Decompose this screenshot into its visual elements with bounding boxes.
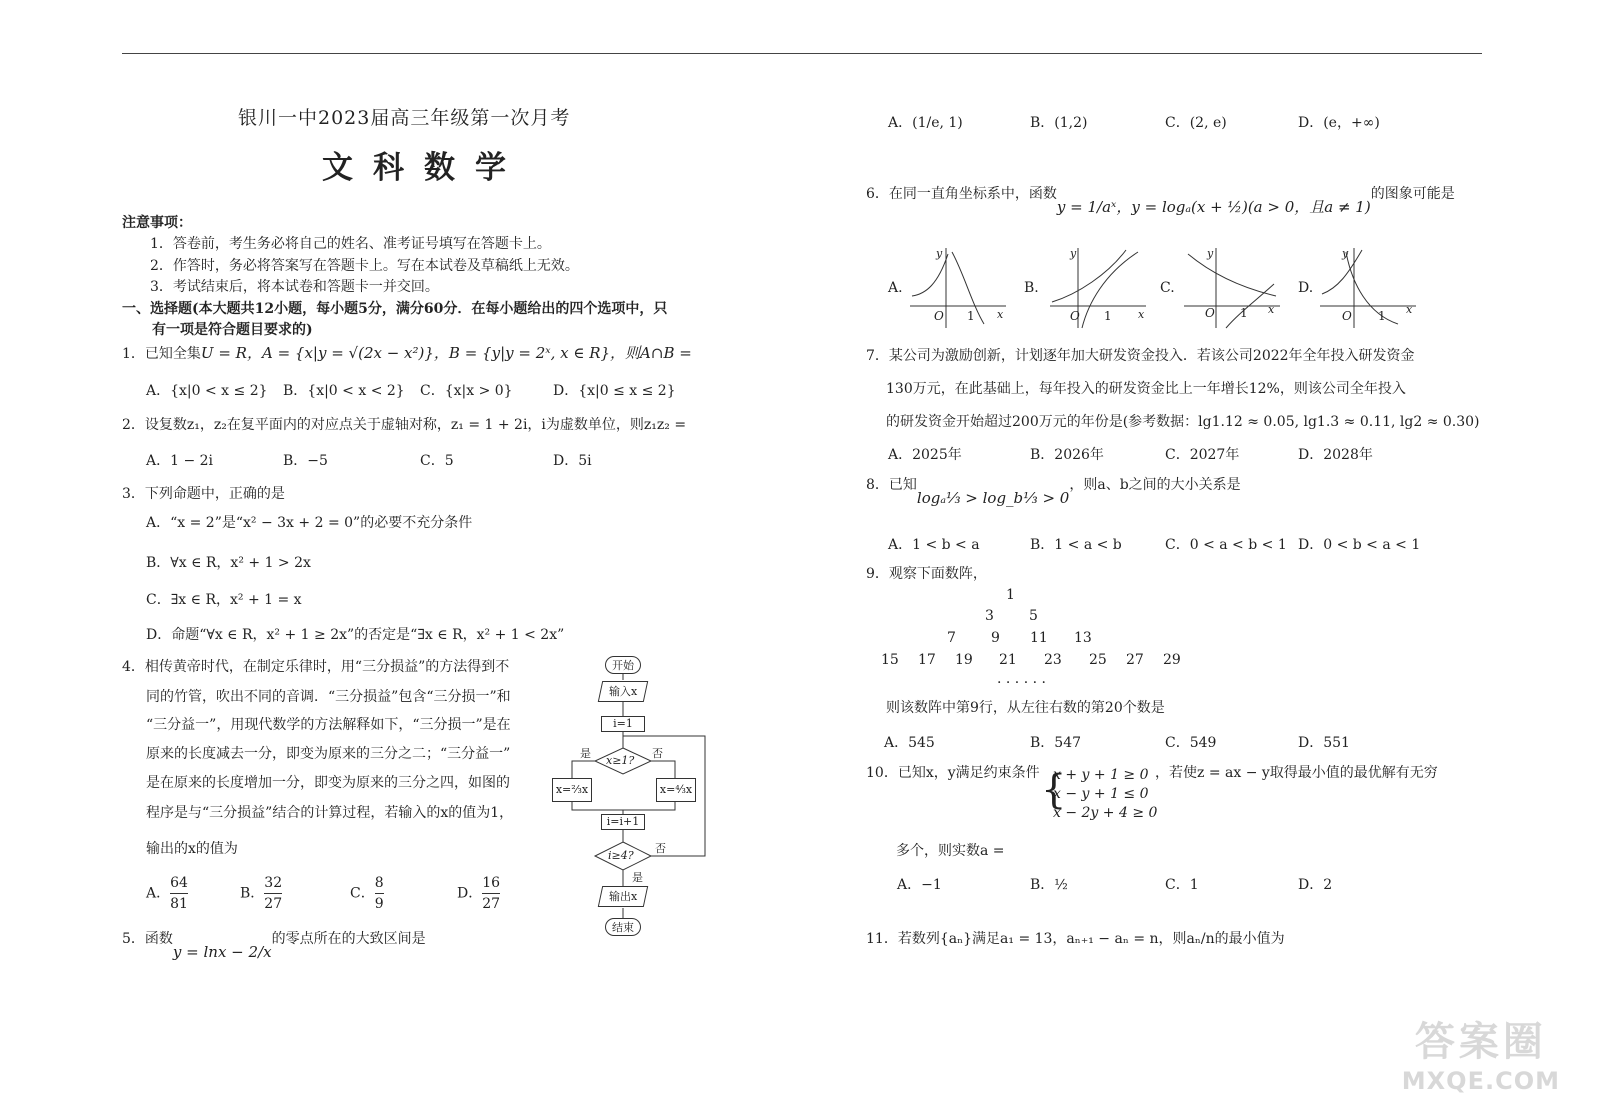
q11-stem: 11．若数列{aₙ}满足a₁ = 13，aₙ₊₁ − aₙ = n，则aₙ/n的最小值为 <box>866 931 1285 947</box>
q4-option-d: D． $\frac{16}{27}$ <box>457 875 501 912</box>
q6-graph-a-x: x <box>997 308 1004 321</box>
q5-option-b: B．(1,2) <box>1030 115 1088 131</box>
q9-stem: 9．观察下面数阵， <box>866 566 987 582</box>
q6-graph-c-y: y <box>1207 247 1214 260</box>
q2-option-c: C．5 <box>420 453 454 469</box>
q6-graph-b-x: x <box>1138 308 1145 321</box>
q9-cell: 5 <box>1029 608 1038 624</box>
subject-title: 文科数学 <box>322 150 526 186</box>
q9-option-b: B．547 <box>1030 735 1082 751</box>
q6-stem: 6．在同一直角坐标系中，函数y = 1/aˣ，y = logₐ(x + ½)(a > 0，且a ≠ 1)的图象可能是 <box>866 186 1455 216</box>
q9-cell: 3 <box>985 608 994 624</box>
q10-option-d: D．2 <box>1298 877 1333 893</box>
q9-option-d: D．551 <box>1298 735 1350 751</box>
q9-cell: 11 <box>1030 630 1048 646</box>
school-title: 银川一中2023届高三年级第一次月考 <box>238 107 571 129</box>
q3-option-c: C．∃x ∈ R，x² + 1 = x <box>146 592 302 608</box>
q8-option-d: D．0 < b < a < 1 <box>1298 537 1421 553</box>
q9-cell: 29 <box>1163 652 1181 668</box>
q6-graph-d-plot <box>1318 244 1418 330</box>
q5-option-a: A．(1/e, 1) <box>888 115 963 131</box>
flow-cond1: x≥1? <box>606 754 635 767</box>
q9-cell: 19 <box>955 652 973 668</box>
q8-option-c: C．0 < a < b < 1 <box>1165 537 1287 553</box>
q9-row-1: 1 <box>1006 587 1015 603</box>
q9-cell: 25 <box>1089 652 1107 668</box>
notice-item: 2．作答时，务必将答案写在答题卡上。写在本试卷及草稿纸上无效。 <box>150 258 579 274</box>
flow-no-label: 否 <box>652 747 663 760</box>
q10-constraint: x + y + 1 ≥ 0 <box>1053 767 1149 783</box>
q6-graph-d-y: y <box>1342 247 1349 260</box>
q9-option-a: A．545 <box>884 735 935 751</box>
flow-yes-label: 是 <box>580 747 591 760</box>
q6-graph-c-o: O <box>1205 306 1215 320</box>
q10-brace: { <box>1041 767 1067 813</box>
q6-graph-b-o: O <box>1070 309 1080 323</box>
q6-graph-c-one: 1 <box>1240 306 1248 320</box>
q6-option-a: A. <box>888 280 903 296</box>
q8-option-a: A．1 < b < a <box>888 537 980 553</box>
q10-option-a: A．−1 <box>897 877 942 893</box>
q6-graph-a-o: O <box>934 309 944 323</box>
q2-option-a: A．1 − 2i <box>146 453 214 469</box>
flow-output: 输出x <box>598 886 648 907</box>
q4-line: “三分益一”，用现代数学的方法解释如下，“三分损一”是在 <box>146 717 511 733</box>
q2-stem: 2．设复数z₁，z₂在复平面内的对应点关于虚轴对称，z₁ = 1 + 2i，i为虚数单位，则z₁z₂ = <box>122 417 687 433</box>
q10-stem: 10．已知x，y满足约束条件 <box>866 765 1040 781</box>
flow-right-box: x=⁴⁄₃x <box>656 778 696 802</box>
q7-option-c: C．2027年 <box>1165 447 1240 463</box>
q10-tail2: 多个，则实数a = <box>896 843 1005 859</box>
q9-cell: 9 <box>991 630 1000 646</box>
q9-cell: 23 <box>1044 652 1062 668</box>
q10-constraint: x − y + 1 ≤ 0 <box>1053 786 1149 802</box>
q7-line: 130万元，在此基础上，每年投入的研发资金比上一年增长12%，则该公司全年投入 <box>886 381 1406 397</box>
notice-item: 3．考试结束后，将本试卷和答题卡一并交回。 <box>150 279 439 295</box>
q1-option-a: A．{x|0 < x ≤ 2} <box>146 383 268 399</box>
flow-start: 开始 <box>605 656 641 674</box>
q6-graph-d-one: 1 <box>1378 309 1386 323</box>
q6-option-d: D. <box>1298 280 1314 296</box>
q4-line: 是在原来的长度增加一分，即变为原来的三分之四，如图的 <box>146 775 510 791</box>
flow-left-box: x=⅔x <box>552 778 592 802</box>
q3-option-a: A．“x = 2”是“x² − 3x + 2 = 0”的必要不充分条件 <box>146 515 473 531</box>
q1-stem: 1．已知全集U = R，A = {x|y = √(2x − x²)}，B = {y|y = 2ˣ, x ∈ R}，则A∩B = <box>122 344 692 362</box>
q1-option-d: D．{x|0 ≤ x ≤ 2} <box>553 383 676 399</box>
q9-cell: 17 <box>918 652 936 668</box>
q9-cell: 13 <box>1074 630 1092 646</box>
q7-line: 的研发资金开始超过200万元的年份是(参考数据：lg1.12 ≈ 0.05, lg1.3 ≈ 0.11, lg2 ≈ 0.30) <box>886 414 1480 430</box>
flow-init: i=1 <box>601 716 645 732</box>
q10-tail: ，若使z = ax − y取得最小值的最优解有无穷 <box>1155 765 1438 781</box>
q10-constraint: x − 2y + 4 ≥ 0 <box>1053 805 1158 821</box>
q9-option-c: C．549 <box>1165 735 1217 751</box>
q3-option-b: B．∀x ∈ R，x² + 1 > 2x <box>146 555 311 571</box>
q6-option-c: C. <box>1160 280 1175 296</box>
q9-cell: 21 <box>999 652 1017 668</box>
q3-option-d: D．命题“∀x ∈ R，x² + 1 ≥ 2x”的否定是“∃x ∈ R，x² + 1 < 2x” <box>146 627 565 643</box>
q6-graph-a-one: 1 <box>967 309 975 323</box>
q4-line: 程序是与“三分损益”结合的计算过程，若输入的x的值为1， <box>146 805 514 821</box>
q7-line: 7．某公司为激励创新，计划逐年加大研发资金投入．若该公司2022年全年投入研发资金 <box>866 348 1415 364</box>
q6-graph-b-one: 1 <box>1104 309 1112 323</box>
flow-yes-label-2: 是 <box>632 871 643 884</box>
q8-stem: 8．已知logₐ⅓ > log_b⅓ > 0，则a、b之间的大小关系是 <box>866 477 1241 507</box>
flow-no-label-2: 否 <box>655 842 666 855</box>
q5-option-c: C．(2, e) <box>1165 115 1227 131</box>
section-heading: 一、选择题(本大题共12小题，每小题5分，满分60分．在每小题给出的四个选项中，只 <box>122 301 668 317</box>
q10-option-b: B．½ <box>1030 877 1068 893</box>
q6-graph-b-plot <box>1048 244 1148 330</box>
q9-cell: 7 <box>947 630 956 646</box>
watermark-text: 答案圈 <box>1414 1019 1547 1065</box>
watermark <box>1402 1010 1560 1095</box>
q9-cell: 27 <box>1126 652 1144 668</box>
section-heading-cont: 有一项是符合题目要求的) <box>152 322 313 338</box>
q9-question: 则该数阵中第9行，从左往右数的第20个数是 <box>886 700 1165 716</box>
q4-option-a: A． $\frac{64}{81}$ <box>146 875 188 912</box>
q7-option-a: A．2025年 <box>888 447 962 463</box>
flow-increment: i=i+1 <box>601 814 645 830</box>
q5-option-d: D．(e，+∞) <box>1298 115 1380 131</box>
q4-line: 同的竹管，吹出不同的音调．“三分损益”包含“三分损一”和 <box>146 689 511 705</box>
q4-line: 4．相传黄帝时代，在制定乐律时，用“三分损益”的方法得到不 <box>122 659 510 675</box>
q10-option-c: C．1 <box>1165 877 1199 893</box>
flow-input: 输入x <box>598 681 648 702</box>
q6-graph-c-x: x <box>1268 303 1275 316</box>
q1-option-c: C．{x|x > 0} <box>420 383 513 399</box>
q4-option-b: B． $\frac{32}{27}$ <box>240 875 283 912</box>
q7-option-b: B．2026年 <box>1030 447 1104 463</box>
q6-graph-b-y: y <box>1070 247 1077 260</box>
flow-end: 结束 <box>605 918 641 936</box>
q6-graph-a-plot <box>908 244 1008 330</box>
q6-graph-a-y: y <box>936 247 943 260</box>
q4-line: 原来的长度减去一分，即变为原来的三分之二；“三分益一” <box>146 746 511 762</box>
q1-option-b: B．{x|0 < x < 2} <box>283 383 405 399</box>
q3-stem: 3．下列命题中，正确的是 <box>122 486 285 502</box>
flow-cond2: i≥4? <box>608 849 634 862</box>
notice-heading: 注意事项： <box>122 215 192 231</box>
q8-option-b: B．1 < a < b <box>1030 537 1122 553</box>
q2-option-d: D．5i <box>553 453 592 469</box>
top-rule <box>122 53 1482 54</box>
q6-graph-d-o: O <box>1342 309 1352 323</box>
q9-dots: · · · · · · <box>997 675 1046 691</box>
q9-cell: 15 <box>881 652 899 668</box>
watermark-url: MXQE.COM <box>1401 1067 1560 1095</box>
q4-line: 输出的x的值为 <box>146 841 238 857</box>
q6-graph-d-x: x <box>1406 303 1413 316</box>
notice-item: 1．答卷前，考生务必将自己的姓名、准考证号填写在答题卡上。 <box>150 236 551 252</box>
q6-graph-c-plot <box>1182 244 1282 330</box>
q6-option-b: B. <box>1024 280 1039 296</box>
q2-option-b: B．−5 <box>283 453 328 469</box>
q7-option-d: D．2028年 <box>1298 447 1373 463</box>
q5-stem: 5．函数y = lnx − 2/x的零点所在的大致区间是 <box>122 931 426 961</box>
q4-option-c: C． $\frac{8}{9}$ <box>350 875 384 912</box>
